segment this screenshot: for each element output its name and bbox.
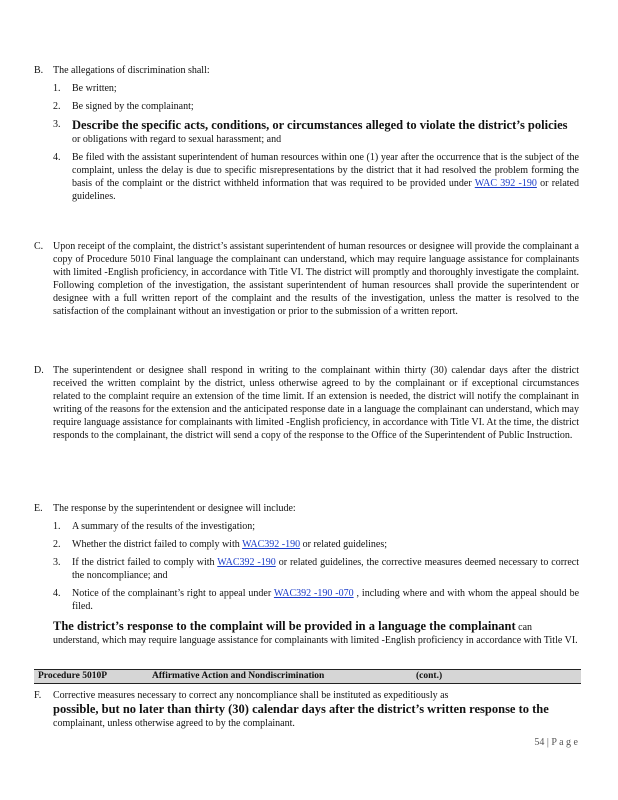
item-text-tail: or related guidelines; [302,539,388,550]
item-number: 4. [53,588,61,599]
wac-link[interactable]: WAC392 -190 [217,557,276,568]
item-text: Notice of the complainant’s right to appeal under [72,588,272,599]
section-body [53,689,579,730]
item-number: 2. [53,101,61,112]
list-item [53,118,579,146]
item-text-tail: , including where and with whom the appeal should be filed. [72,588,580,612]
section-intro: The response by the superintendent or designee will include: [53,503,296,514]
item-text-tail: or related guidelines, the corrective measures deemed necessary to correct the noncompliance; and [72,557,580,581]
closing-emphasis: The district’s response to the complaint will be provided in a language the complainant [53,619,516,633]
section-letter: B. [34,65,44,76]
procedure-header-bar [34,669,581,684]
item-text: Be written; [72,83,117,94]
section-body [53,502,579,647]
item-text-emphasis: Describe the specific acts, conditions, or circumstances alleged to violate the district’s policies [72,118,568,132]
section-letter: C. [34,241,44,252]
item-number: 1. [53,83,61,94]
section-f-emphasis: possible, but no later than thirty (30) calendar days after the district’s written response to the [53,702,549,716]
item-number: 3. [53,119,61,130]
section-b [34,64,579,203]
section-d [34,364,579,442]
continued-label: (cont.) [416,671,443,681]
section-letter: E. [34,503,43,514]
item-text: If the district failed to comply with [72,557,215,568]
list-item [53,151,579,203]
wac-link[interactable]: WAC392 -190 [242,539,301,550]
section-letter: F. [34,690,42,701]
list-item [53,538,579,551]
section-c [34,240,579,318]
section-body: The superintendent or designee shall respond in writing to the complainant within thirty (30) calendar days after the district received the written complaint by the district, unless otherwise agreed to by the complainant or if exceptional circumstances related to the complaint require an extension of the time limit. If an extension is needed, the district will notify the complainant in writing of the reasons for the extension and the anticipated response date in a language the complainant can understand, which may require language assistance for complainants with limited -English proficiency, in accordance with Title VI. At the time, the district responds to the complainant, the district will send a copy of the response to the Office of the Superintendent of Public Instruction. [53,365,579,441]
closing-text: can understand, which may require language assistance for complainants with limited -English proficiency in accordance with Title VI. [53,622,578,646]
section-intro: The allegations of discrimination shall: [53,65,210,76]
list-item [53,520,579,533]
section-e [34,502,579,647]
list-item [53,82,579,95]
wac-link[interactable]: WAC392 -190 -070 [273,588,354,599]
procedure-number: Procedure 5010P [38,671,108,681]
page-footer [534,737,578,748]
page-number: 54 [534,737,545,748]
procedure-title: Affirmative Action and Nondiscrimination [152,671,325,681]
item-number: 3. [53,557,61,568]
closing-paragraph [53,619,579,647]
item-text: A summary of the results of the investigation; [72,521,256,532]
section-body: Upon receipt of the complaint, the district’s assistant superintendent of human resources or designee will provide the complainant a copy of Procedure 5010 Final language the complainant can understand, which may require language assistance for complainants with limited -English proficiency, in accordance with Title VI. The district will promptly and thoroughly investigate the complaint. Following completion of the investigation, the assistant superintendent of human resources shall provide the superintendent or designee with a full written report of the complaint and the results of the investigation, unless the matter is resolved to the satisfaction of the complainant without an investigation or prior to the submission of a written report. [53,241,579,317]
item-number: 1. [53,521,61,532]
section-f-line1: Corrective measures necessary to correct any noncompliance shall be instituted as expeditiously as [53,690,449,701]
item-text: Whether the district failed to comply with [72,539,240,550]
wac-link[interactable]: WAC 392 -190 [474,178,537,189]
item-text: Be signed by the complainant; [72,101,194,112]
section-body [53,64,579,203]
list-item [53,100,579,113]
list-item [53,587,579,613]
item-number: 2. [53,539,61,550]
page-label: | P a g e [546,737,578,748]
item-number: 4. [53,152,61,163]
list-item [53,556,579,582]
item-text-tail: or related guidelines. [72,178,579,202]
section-f-line3: complainant, unless otherwise agreed to by the complainant. [53,718,295,729]
item-text: or obligations with regard to sexual harassment; and [72,134,282,145]
section-f [34,689,579,730]
item-text: Be filed with the assistant superintendent of human resources within one (1) year after the occurrence that is the subject of the complaint, unless the delay is due to specific misrepresentations by the district that it had resolved the problem forming the basis of the complaint or the district withheld information that was required to be provided under [72,152,579,189]
section-letter: D. [34,365,44,376]
